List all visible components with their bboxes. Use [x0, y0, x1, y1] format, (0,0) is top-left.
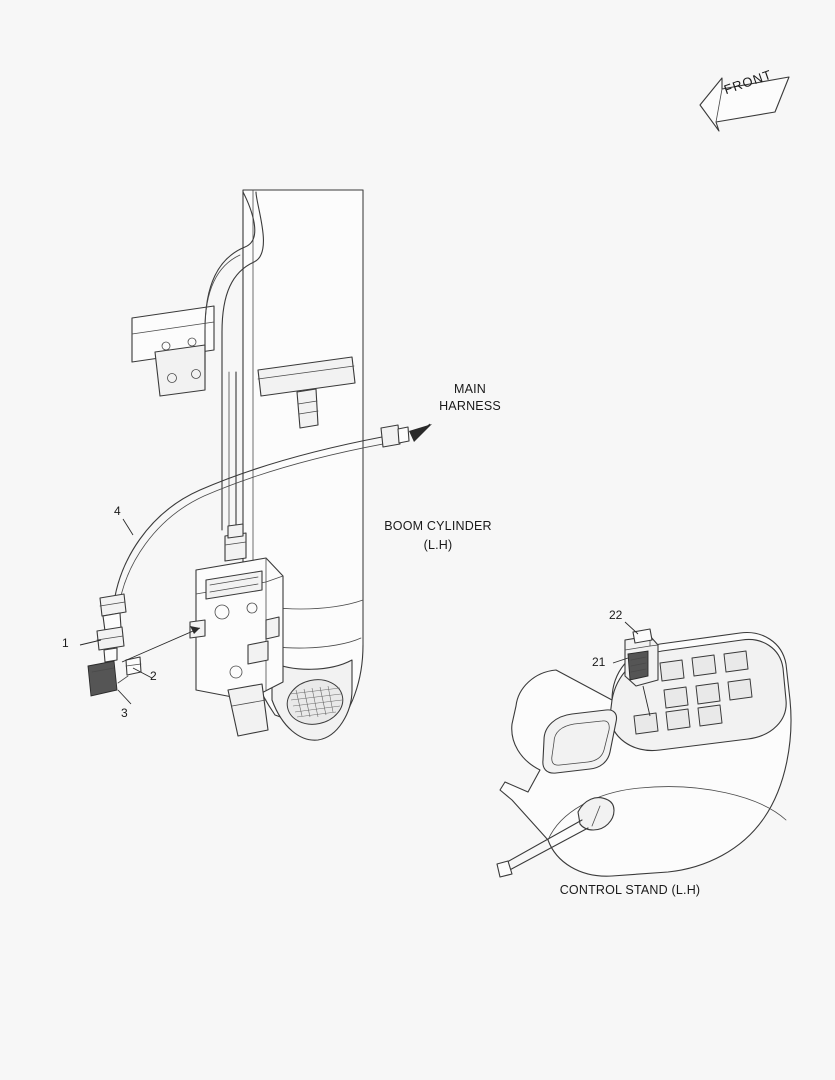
boom-cylinder-label-line2: (L.H) [423, 538, 453, 552]
callout-2: 2 [150, 669, 157, 683]
callout-22: 22 [609, 608, 623, 622]
main-harness-label-line2: HARNESS [439, 399, 501, 413]
main-harness-label-line1: MAIN [453, 382, 487, 396]
callout-21: 21 [592, 655, 606, 669]
boom-cylinder-assembly [132, 190, 363, 740]
callout-4: 4 [114, 504, 121, 518]
callout-3: 3 [121, 706, 128, 720]
control-stand-label: CONTROL STAND (L.H) [559, 883, 701, 897]
front-direction-label: FRONT [722, 66, 774, 98]
callout-1: 1 [62, 636, 69, 650]
boom-cylinder-label-line1: BOOM CYLINDER [384, 519, 492, 533]
